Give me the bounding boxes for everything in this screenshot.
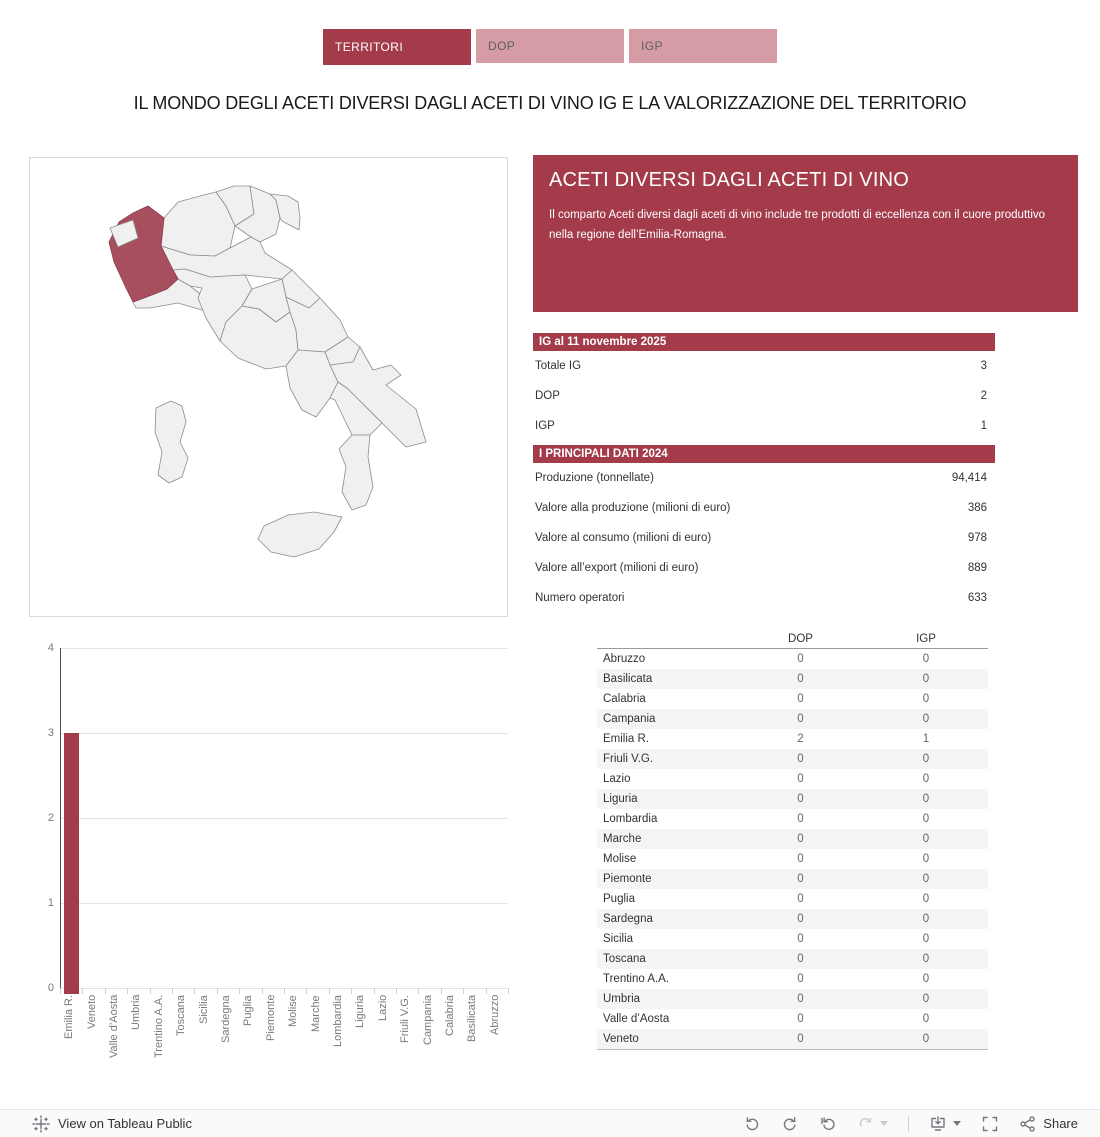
x-axis-category-label: Veneto (85, 995, 98, 1030)
table-cell-region: Sicilia (603, 933, 634, 945)
table-cell-region: Puglia (603, 893, 635, 905)
table-cell-igp: 0 (922, 873, 930, 885)
map-region-sardegna[interactable] (155, 401, 188, 483)
table-cell-dop: 0 (797, 1033, 804, 1045)
ig-summary-row (533, 351, 995, 381)
table-cell-region: Liguria (603, 793, 638, 805)
share-icon (1019, 1115, 1037, 1133)
x-axis-tick (127, 988, 128, 994)
table-row[interactable] (597, 809, 988, 829)
x-axis-category-label: Lombardia (332, 995, 344, 1047)
refresh-caret-icon[interactable] (880, 1121, 888, 1126)
key-data-row (533, 553, 995, 583)
table-row[interactable] (597, 709, 988, 729)
table-cell-region: Emilia R. (603, 733, 650, 745)
table-row[interactable] (597, 909, 988, 929)
table-cell-dop: 0 (797, 1013, 804, 1025)
table-cell-region: Toscana (603, 953, 646, 965)
x-axis-tick (217, 988, 218, 994)
table-cell-dop: 0 (797, 973, 804, 985)
table-cell-igp: 0 (922, 773, 930, 785)
key-data-value: 889 (967, 562, 987, 574)
key-data-value: 633 (967, 592, 987, 604)
y-axis-tick-label: 0 (47, 982, 54, 994)
y-axis-tick-label: 4 (47, 642, 54, 654)
table-cell-igp: 0 (922, 993, 930, 1005)
footer-toolbar (743, 1115, 1078, 1133)
table-row[interactable] (597, 669, 988, 689)
y-axis-line (60, 648, 61, 994)
info-box-body: Il comparto Aceti diversi dagli aceti di vino include tre prodotti di eccellenza con il cuore produttivo nella regione dell’Emilia-Romagna. (549, 209, 1046, 241)
x-axis-tick (60, 988, 61, 994)
x-axis-tick (441, 988, 442, 994)
table-cell-region: Sardegna (603, 913, 653, 925)
table-cell-dop: 0 (797, 773, 804, 785)
table-cell-region: Trentino A.A. (603, 973, 670, 985)
table-row[interactable] (597, 769, 988, 789)
x-axis-category-label: Friuli V.G. (399, 995, 412, 1043)
table-cell-igp: 0 (922, 913, 930, 925)
key-data-row (533, 463, 995, 493)
gridline (60, 733, 508, 734)
x-axis-category-label: Piemonte (264, 995, 277, 1042)
page-title: IL MONDO DEGLI ACETI DIVERSI DAGLI ACETI DI VINO IG E LA VALORIZZAZIONE DEL TERRITORIO (133, 93, 967, 113)
table-cell-igp: 0 (922, 673, 930, 685)
x-axis-tick (418, 988, 419, 994)
tableau-logo-icon (32, 1115, 50, 1133)
table-cell-dop: 0 (797, 913, 804, 925)
table-cell-dop: 0 (797, 833, 804, 845)
key-data-label: Valore all’export (milioni di euro) (535, 562, 699, 574)
tab-dop[interactable]: DOP (476, 29, 624, 63)
table-cell-igp: 0 (922, 713, 930, 725)
region-table-body (597, 649, 988, 1050)
redo-button-icon[interactable] (781, 1115, 799, 1133)
italy-map (30, 158, 507, 616)
table-cell-region: Abruzzo (603, 653, 646, 665)
x-axis-tick (306, 988, 307, 994)
table-row[interactable] (597, 1029, 988, 1049)
key-data-label: Produzione (tonnellate) (535, 472, 654, 484)
x-axis-category-label: Marche (309, 995, 322, 1032)
download-caret-icon[interactable] (953, 1121, 961, 1126)
table-cell-igp: 0 (922, 813, 930, 825)
table-cell-dop: 0 (797, 813, 804, 825)
key-data-row (533, 523, 995, 553)
x-axis-tick (194, 988, 195, 994)
x-axis-category-label: Lazio (376, 995, 389, 1022)
y-axis-tick-label: 1 (47, 897, 54, 909)
table-cell-dop: 0 (797, 993, 804, 1005)
region-table-col-dop: DOP (788, 632, 813, 645)
key-data-label: Valore alla produzione (milioni di euro) (535, 502, 731, 514)
x-axis-category-label: Abruzzo (488, 995, 501, 1036)
region-table-header (597, 629, 988, 649)
table-cell-region: Molise (603, 853, 637, 865)
table-cell-dop: 0 (797, 693, 804, 705)
italy-map-panel[interactable] (29, 157, 508, 617)
key-data-value: 386 (967, 502, 987, 514)
table-cell-igp: 1 (922, 733, 930, 745)
table-cell-region: Umbria (603, 993, 641, 1005)
table-cell-igp: 0 (922, 933, 930, 945)
ig-summary-header: IG al 11 novembre 2025 (533, 333, 995, 351)
table-cell-dop: 0 (797, 873, 804, 885)
x-axis-tick (284, 988, 285, 994)
table-cell-igp: 0 (922, 893, 930, 905)
gridline (60, 648, 508, 649)
ig-summary-rows (533, 351, 995, 441)
table-cell-igp: 0 (922, 693, 930, 705)
reset-button-icon[interactable] (819, 1115, 837, 1133)
share-label: Share (1043, 1116, 1078, 1131)
x-axis-tick (351, 988, 352, 994)
table-cell-region: Marche (603, 833, 642, 845)
x-axis-tick (105, 988, 106, 994)
x-axis-category-label: Molise (287, 995, 300, 1027)
table-cell-igp: 0 (922, 753, 930, 765)
table-row[interactable] (597, 1009, 988, 1029)
y-axis-tick-label: 3 (47, 727, 54, 739)
x-axis-tick (508, 988, 509, 994)
x-axis-tick (486, 988, 487, 994)
info-box-title: ACETI DIVERSI DAGLI ACETI DI VINO (549, 169, 910, 191)
table-cell-dop: 0 (797, 933, 804, 945)
table-row[interactable] (597, 749, 988, 769)
x-axis-tick (262, 988, 263, 994)
table-cell-igp: 0 (922, 953, 930, 965)
gridline (60, 818, 508, 819)
x-axis-category-label: Calabria (444, 995, 456, 1036)
ig-by-region-bar-chart[interactable] (30, 640, 520, 1090)
table-row[interactable] (597, 929, 988, 949)
table-row[interactable] (597, 869, 988, 889)
table-cell-dop: 0 (797, 893, 804, 905)
table-cell-region: Lazio (603, 773, 631, 785)
table-cell-igp: 0 (922, 833, 930, 845)
table-row[interactable] (597, 849, 988, 869)
x-axis-category-label: Trentino A.A. (152, 995, 165, 1059)
share-button[interactable] (1019, 1115, 1078, 1133)
tab-territori[interactable]: TERRITORI (323, 29, 471, 65)
story-tabs (323, 29, 777, 65)
table-cell-dop: 0 (797, 793, 804, 805)
ig-summary-label: IGP (535, 420, 555, 432)
x-axis-category-label: Emilia R. (63, 995, 76, 1040)
table-cell-region: Valle d’Aosta (603, 1013, 670, 1025)
table-cell-dop: 0 (797, 853, 804, 865)
table-cell-dop: 0 (797, 653, 804, 665)
info-box (533, 155, 1078, 312)
table-cell-region: Piemonte (603, 873, 652, 885)
ig-summary-label: Totale IG (535, 360, 582, 372)
x-axis-category-label: Toscana (175, 995, 188, 1036)
ig-summary-row (533, 381, 995, 411)
key-data-value: 978 (967, 532, 987, 544)
key-data-rows (533, 463, 995, 613)
download-button-icon[interactable] (929, 1115, 947, 1133)
table-cell-igp: 0 (922, 793, 930, 805)
tableau-footer (0, 1109, 1100, 1137)
table-row[interactable] (597, 649, 988, 669)
x-axis-tick (239, 988, 240, 994)
map-region-sicilia[interactable] (258, 512, 342, 557)
gridline (60, 903, 508, 904)
undo-button-icon[interactable] (743, 1115, 761, 1133)
table-cell-igp: 0 (922, 653, 930, 665)
stats-panel (533, 333, 995, 617)
bar-emilia-r-[interactable] (64, 733, 79, 994)
region-table (597, 629, 988, 1050)
x-axis-tick (172, 988, 173, 994)
x-axis-tick (463, 988, 464, 994)
table-cell-region: Lombardia (603, 813, 658, 825)
table-row[interactable] (597, 789, 988, 809)
map-region-calabria[interactable] (339, 435, 373, 510)
x-axis-category-label: Basilicata (466, 995, 479, 1043)
x-axis-category-label: Campania (421, 995, 434, 1046)
table-cell-region: Campania (603, 713, 656, 725)
table-cell-region: Friuli V.G. (603, 753, 654, 765)
ig-summary-value: 3 (980, 360, 987, 372)
x-axis-tick (329, 988, 330, 994)
x-axis-category-label: Liguria (354, 995, 367, 1029)
key-data-label: Numero operatori (535, 592, 625, 604)
ig-summary-value: 2 (980, 390, 987, 402)
table-cell-region: Calabria (603, 693, 646, 705)
table-cell-igp: 0 (922, 853, 930, 865)
x-axis-category-label: Valle d’Aosta (108, 995, 120, 1059)
x-axis-category-label: Puglia (242, 995, 255, 1026)
table-cell-dop: 2 (797, 733, 804, 745)
ig-summary-row (533, 411, 995, 441)
table-cell-dop: 0 (797, 673, 804, 685)
tab-igp[interactable]: IGP (629, 29, 777, 63)
fullscreen-button-icon[interactable] (981, 1115, 999, 1133)
key-data-row (533, 583, 995, 613)
key-data-row (533, 493, 995, 523)
x-axis-tick (150, 988, 151, 994)
x-axis-tick (82, 988, 83, 994)
table-row[interactable] (597, 689, 988, 709)
x-axis-category-label: Umbria (130, 995, 143, 1031)
toolbar-separator (908, 1116, 909, 1132)
table-cell-igp: 0 (922, 1013, 930, 1025)
x-axis-category-label: Sardegna (220, 995, 232, 1043)
table-cell-igp: 0 (922, 1033, 930, 1045)
refresh-button-icon[interactable] (857, 1115, 875, 1133)
table-row[interactable] (597, 949, 988, 969)
ig-summary-value: 1 (980, 420, 987, 432)
table-row[interactable] (597, 969, 988, 989)
key-data-label: Valore al consumo (milioni di euro) (535, 532, 712, 544)
region-table-col-igp: IGP (916, 632, 936, 645)
table-row[interactable] (597, 829, 988, 849)
x-axis-tick (374, 988, 375, 994)
key-data-header: I PRINCIPALI DATI 2024 (533, 445, 995, 463)
x-axis-tick (396, 988, 397, 994)
table-cell-region: Veneto (603, 1033, 639, 1045)
table-row[interactable] (597, 989, 988, 1009)
x-axis-category-label: Sicilia (197, 995, 210, 1024)
table-cell-dop: 0 (797, 713, 804, 725)
table-cell-dop: 0 (797, 753, 804, 765)
table-cell-igp: 0 (922, 973, 930, 985)
table-row[interactable] (597, 729, 988, 749)
view-on-tableau-public-link[interactable] (32, 1115, 192, 1133)
table-row[interactable] (597, 889, 988, 909)
y-axis-tick-label: 2 (47, 812, 54, 824)
table-cell-region: Basilicata (603, 673, 653, 685)
ig-summary-label: DOP (535, 390, 560, 402)
table-cell-dop: 0 (797, 953, 804, 965)
view-on-tableau-public-label: View on Tableau Public (58, 1116, 192, 1131)
key-data-value: 94,414 (951, 472, 987, 484)
